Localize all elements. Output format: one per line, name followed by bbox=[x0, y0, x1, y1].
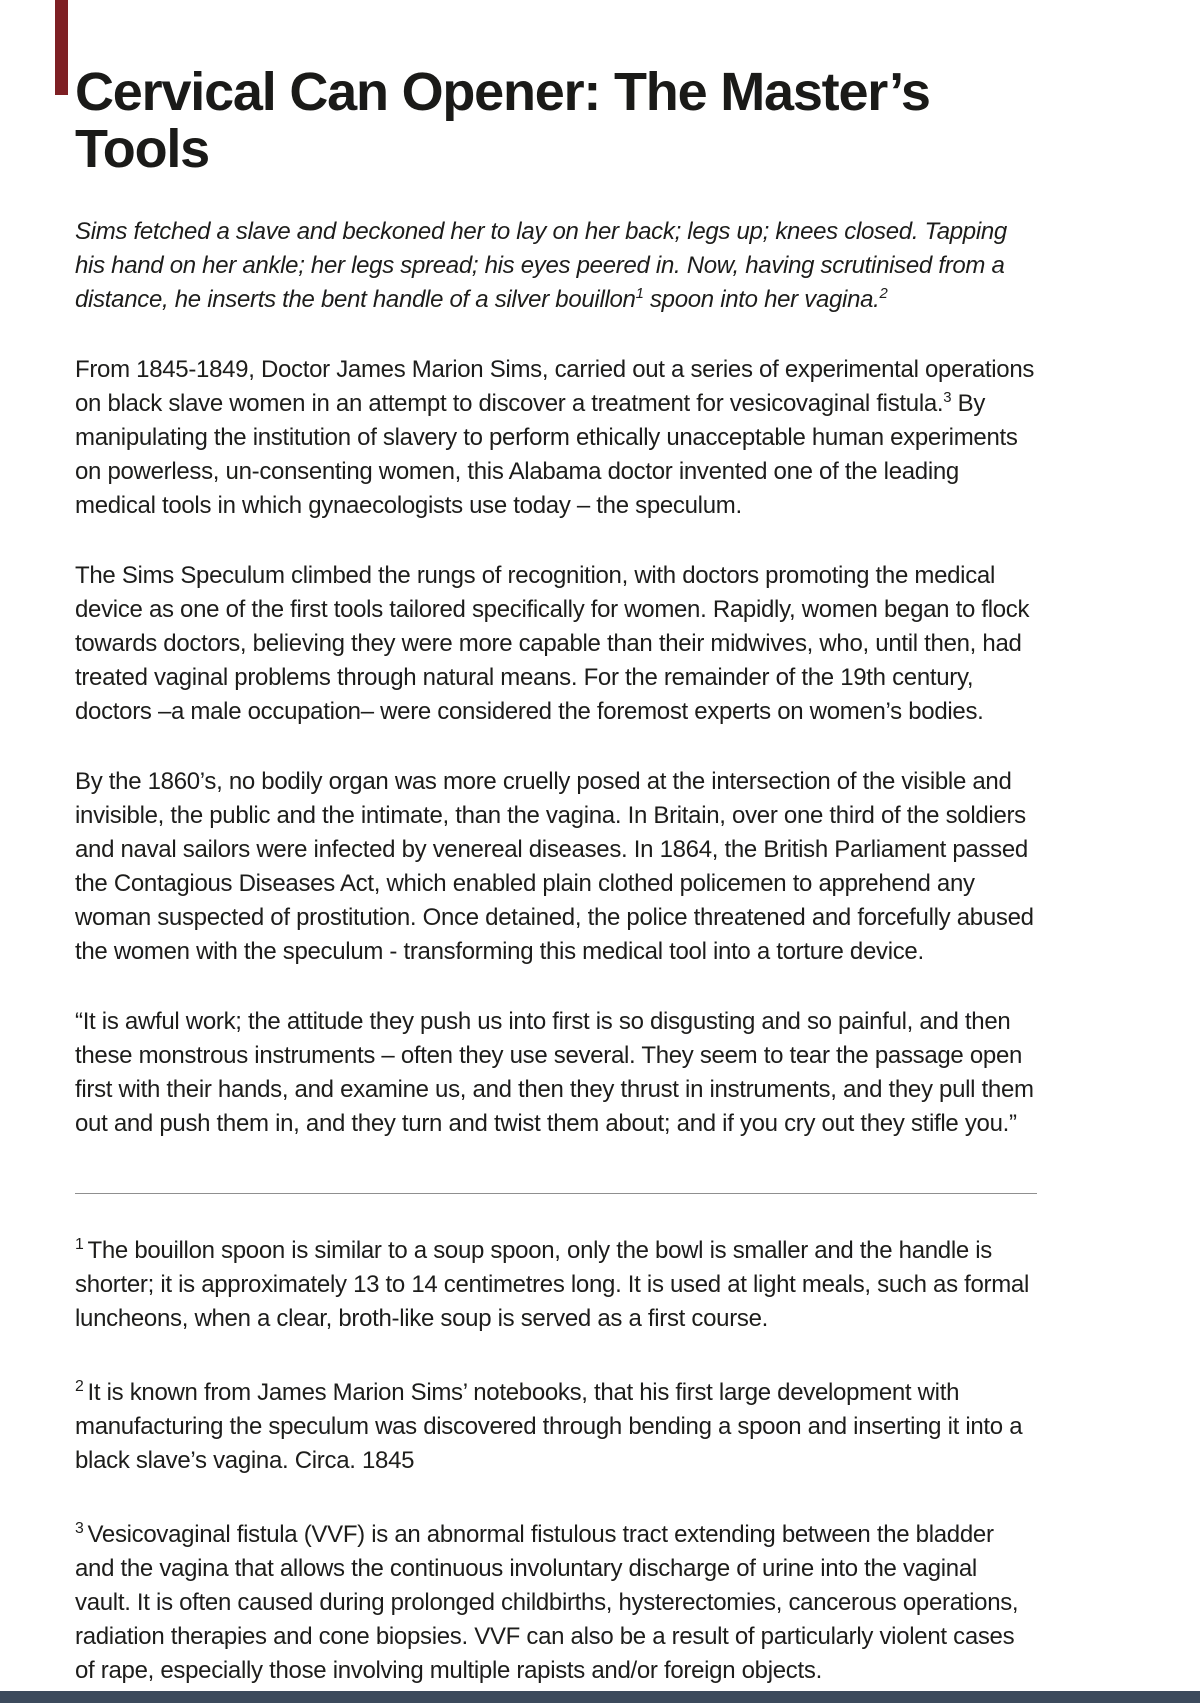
paragraph-1: From 1845-1849, Doctor James Marion Sims, carried out a series of experimental operations on black slave women in an attempt to discover a treatment for vesicovaginal fistula.$^3$ By manipulating the institution of slavery to perform ethically unacceptable human experiments on powerless, un-consenting women, this Alabama doctor invented one of the leading medical tools in which gynaecologists use today – the speculum. bbox=[75, 356, 1035, 520]
footnote-2-text: It is known from James Marion Sims’ notebooks, that his first large development with manufacturing the speculum was discovered through bending a spoon and inserting it into a black slave’s vagina. Circa. 1845 bbox=[75, 1379, 1023, 1475]
bottom-color-bar bbox=[0, 1691, 1200, 1703]
footnote-1 bbox=[75, 1234, 1037, 1336]
paragraph-4-quote: “It is awful work; the attitude they push us into first is so disgusting and so painful, and then these monstrous instruments – often they use several. They seem to tear the passage open first with their hands, and examine us, and then they thrust in instruments, and they pull them out and push them in, and they turn and twist them about; and if you cry out they stifle you.” bbox=[75, 1008, 1034, 1138]
footnote-3 bbox=[75, 1518, 1037, 1688]
footnote-1-text: The bouillon spoon is similar to a soup spoon, only the bowl is smaller and the handle is shorter; it is approximately 13 to 14 centimetres long. It is used at light meals, such as formal luncheons, when a clear, broth-like soup is served as a first course. bbox=[75, 1237, 1030, 1333]
footnote-2 bbox=[75, 1376, 1037, 1478]
footnote-divider bbox=[75, 1193, 1037, 1194]
epigraph: Sims fetched a slave and beckoned her to lay on her back; legs up; knees closed. Tapping his hand on her ankle; her legs spread; his eyes peered in. Now, having scrutinised from a distance, he inserts the bent handle of a silver bouillon$^1$ spoon into her vagina.$^2$ bbox=[75, 218, 1007, 314]
footnote-3-marker: 3 bbox=[75, 1520, 84, 1538]
paragraph-2: The Sims Speculum climbed the rungs of recognition, with doctors promoting the medical device as one of the first tools tailored specifically for women. Rapidly, women began to flock towards doctors, believing they were more capable than their midwives, who, until then, had treated vaginal problems through natural means. For the remainder of the 19th century, doctors –a male occupation– were considered the foremost experts on women’s bodies. bbox=[75, 562, 1030, 726]
footnote-3-text: Vesicovaginal fistula (VVF) is an abnormal fistulous tract extending between the bladder and the vagina that allows the continuous involuntary discharge of urine into the vaginal vault. It is often caused during prolonged childbirths, hysterectomies, cancerous operations, radiation therapies and cone biopsies. VVF can also be a result of particularly violent cases of rape, especially those involving multiple rapists and/or foreign objects. bbox=[75, 1521, 1019, 1685]
paragraph-3: By the 1860’s, no bodily organ was more cruelly posed at the intersection of the visible and invisible, the public and the intimate, than the vagina. In Britain, over one third of the soldiers and naval sailors were infected by venereal diseases. In 1864, the British Parliament passed the Contagious Diseases Act, which enabled plain clothed policemen to apprehend any woman suspected of prostitution. Once detained, the police threatened and forcefully abused the women with the speculum - transforming this medical tool into a torture device. bbox=[75, 768, 1034, 966]
top-left-red-mark bbox=[55, 0, 68, 95]
footnote-2-marker: 2 bbox=[75, 1378, 84, 1396]
footnote-1-marker: 1 bbox=[75, 1236, 84, 1254]
article bbox=[75, 0, 1037, 1688]
page-title: Cervical Can Opener: The Master’s Tools bbox=[75, 62, 930, 179]
